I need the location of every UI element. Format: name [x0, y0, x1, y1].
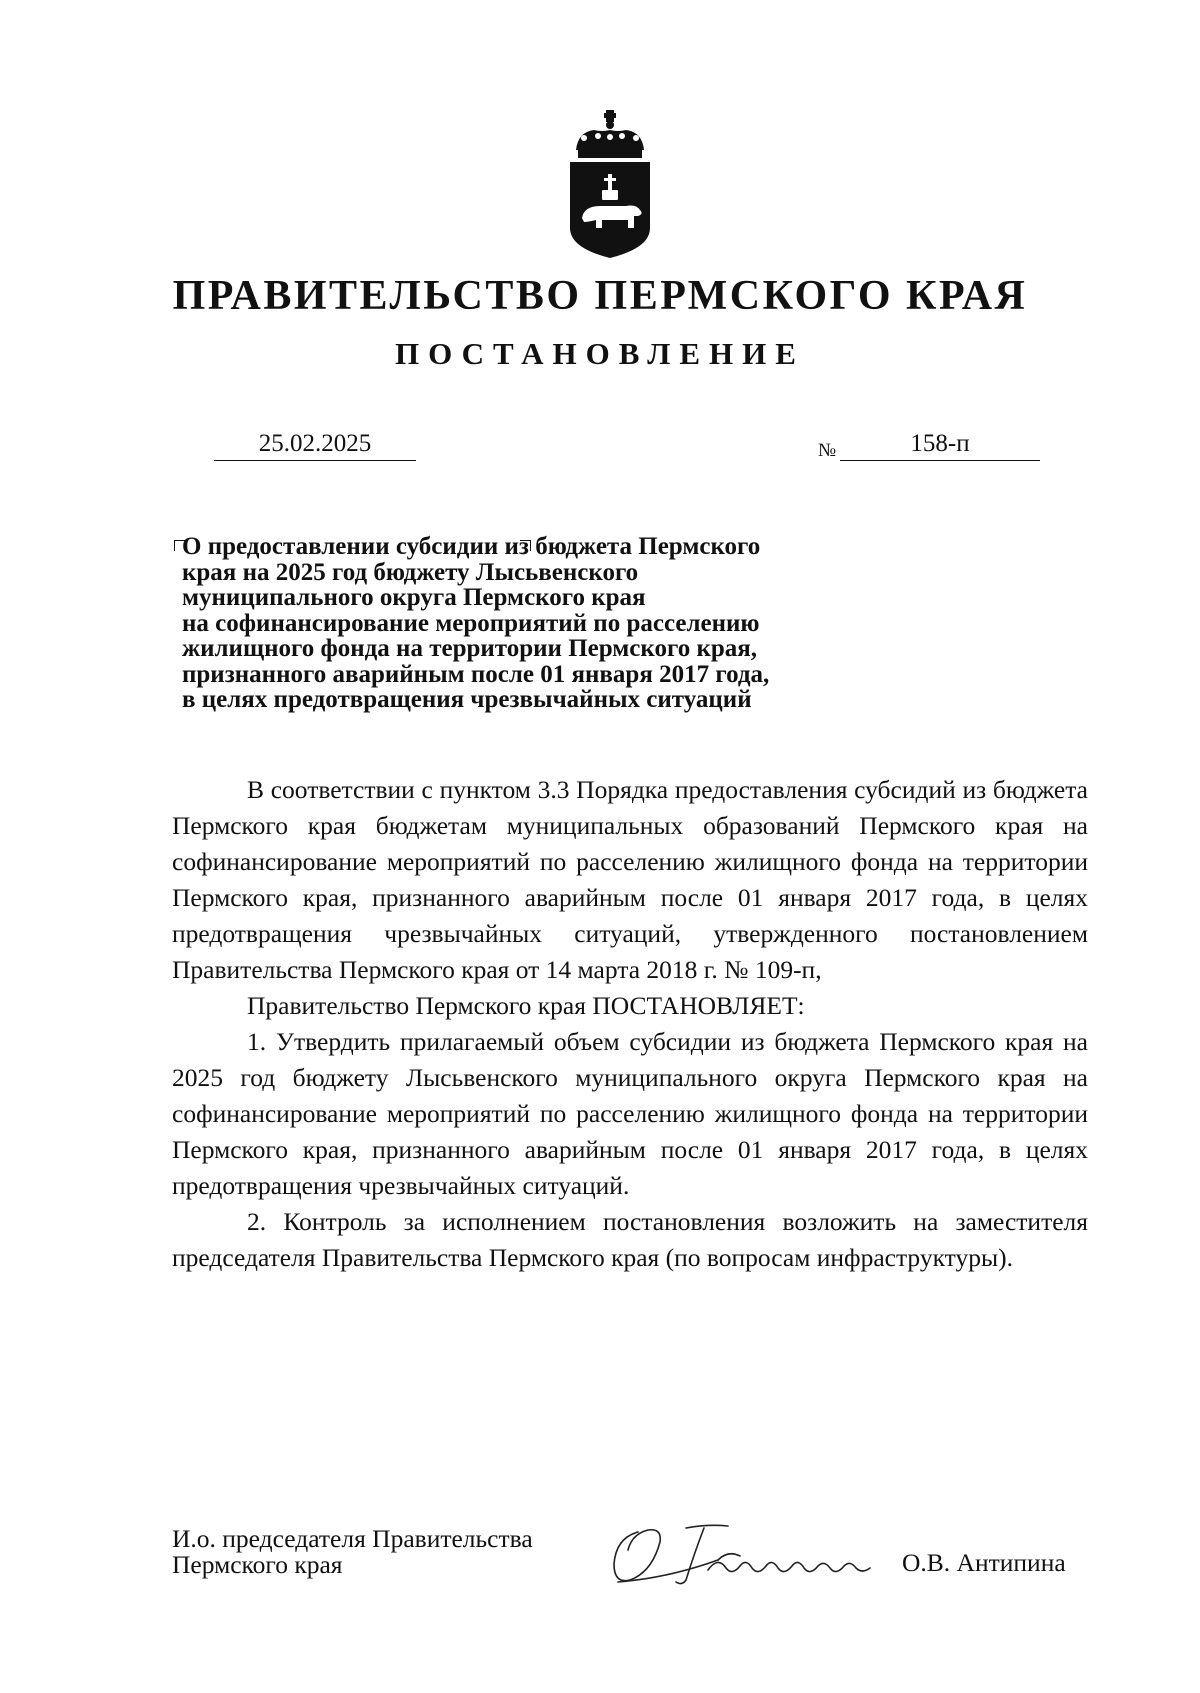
item-2-paragraph: 2. Контроль за исполнением постановления возложить на заместителя председателя Правительства Пермского края (по вопросам инфраструктуры).	[172, 1207, 1088, 1272]
signatory-name: О.В. Антипина	[902, 1548, 1066, 1577]
document-type: ПОСТАНОВЛЕНИЕ	[395, 336, 805, 371]
subject-line: О предоставлении субсидии из бюджета Пермского	[182, 533, 761, 560]
document-subject	[182, 534, 862, 713]
document-body	[172, 772, 1088, 1276]
decree-paragraph: Правительство Пермского края ПОСТАНОВЛЯЕТ:	[247, 991, 805, 1020]
subject-line: жилищного фонда на территории Пермского края,	[182, 635, 758, 662]
document-number: 158-п	[840, 428, 1040, 461]
subject-line: на софинансирование мероприятий по расселению	[182, 609, 760, 637]
signatory-position	[172, 1526, 612, 1578]
signatory-position-line: И.о. председателя Правительства	[172, 1524, 533, 1553]
subject-line: муниципального округа Пермского края	[182, 584, 646, 611]
number-sign: №	[818, 440, 837, 461]
document-date: 25.02.2025	[214, 428, 416, 461]
perm-krai-coat-of-arms-icon	[562, 110, 658, 260]
organization-title: ПРАВИТЕЛЬСТВО ПЕРМСКОГО КРАЯ	[172, 273, 1028, 319]
item-1-paragraph: 1. Утвердить прилагаемый объем субсидии из бюджета Пермского края на 2025 год бюджету Лысьвенского муниципального округа Пермского края на софинансирование мероприятий по расселению жилищного фонда на территории Пермского края, признанного аварийным после 01 января 2017 года, в целях предотвращения чрезвычайных ситуаций.	[172, 1027, 1088, 1200]
handwritten-signature	[608, 1520, 908, 1590]
subject-line: в целях предотвращения чрезвычайных ситуаций	[182, 686, 752, 713]
preamble-paragraph: В соответствии с пунктом 3.3 Порядка предоставления субсидий из бюджета Пермского края бюджетам муниципальных образований Пермского края на софинансирование мероприятий по расселению жилищного фонда на территории Пермского края, признанного аварийным после 01 января 2017 года, в целях предотвращения чрезвычайных ситуаций, утвержденного постановлением Правительства Пермского края от 14 марта 2018 г. № 109-п,	[172, 775, 1088, 984]
subject-line: признанного аварийным после 01 января 2017 года,	[182, 660, 770, 688]
subject-line: края на 2025 год бюджету Лысьвенского	[182, 558, 639, 586]
signatory-position-line: Пермского края	[172, 1550, 343, 1579]
